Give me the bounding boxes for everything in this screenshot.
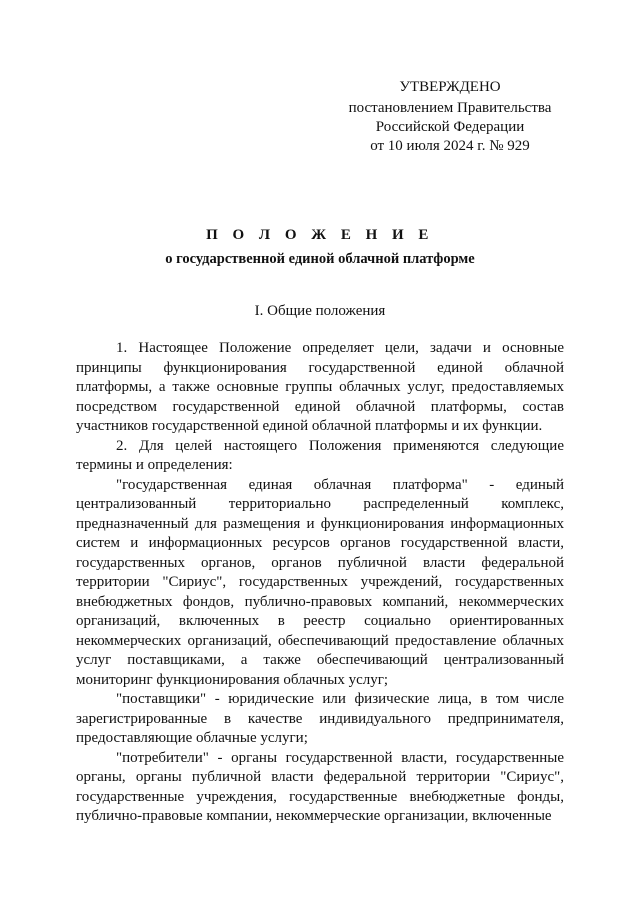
document-subtitle: о государственной единой облачной платформе	[165, 251, 475, 267]
section-heading: I. Общие положения	[254, 303, 386, 319]
approval-stamp	[340, 78, 560, 156]
document-title: П О Л О Ж Е Н И Е	[206, 227, 434, 243]
paragraph-1: 1. Настоящее Положение определяет цели, задачи и основные принципы функционирования государственной единой облачной платформы, а также основные группы облачных услуг, предоставляемых посредством государственной единой облачной платформы, состав участников государственной единой облачной платформы и их функции.	[76, 340, 564, 434]
paragraph-2: 2. Для целей настоящего Положения применяются следующие термины и определения:	[76, 437, 564, 473]
definition-consumers: "потребители" - органы государственной власти, государственные органы, органы публичной власти федеральной территории "Сириус", государственные учреждения, государственные внебюджетные фонды, публично-правовые компании, некоммерческие организации, включенные	[76, 749, 564, 824]
definition-suppliers: "поставщики" - юридические или физические лица, в том числе зарегистрированные в качестве индивидуального предпринимателя, предоставляющие облачные услуги;	[76, 691, 564, 746]
definition-platform: "государственная единая облачная платформа" - единый централизованный территориально распределенный комплекс, предназначенный для размещения и функционирования информационных систем и информационных ресурсов органов государственной власти, государственных органов, органов публичной власти федеральной территории "Сириус", государственных учреждений, государственных внебюджетных фондов, публично-правовых компаний, некоммерческих организаций, включенных в реестр социально ориентированных некоммерческих организаций, обеспечивающий предоставление облачных услуг поставщиками, а также обеспечивающий централизованный мониторинг функционирования облачных услуг;	[76, 476, 564, 688]
approval-title: УТВЕРЖДЕНО	[399, 79, 501, 95]
approval-line-3: от 10 июля 2024 г. № 929	[370, 138, 530, 154]
body-text	[76, 339, 564, 827]
approval-line-2: Российской Федерации	[375, 119, 525, 135]
approval-line-1: постановлением Правительства	[348, 100, 552, 116]
